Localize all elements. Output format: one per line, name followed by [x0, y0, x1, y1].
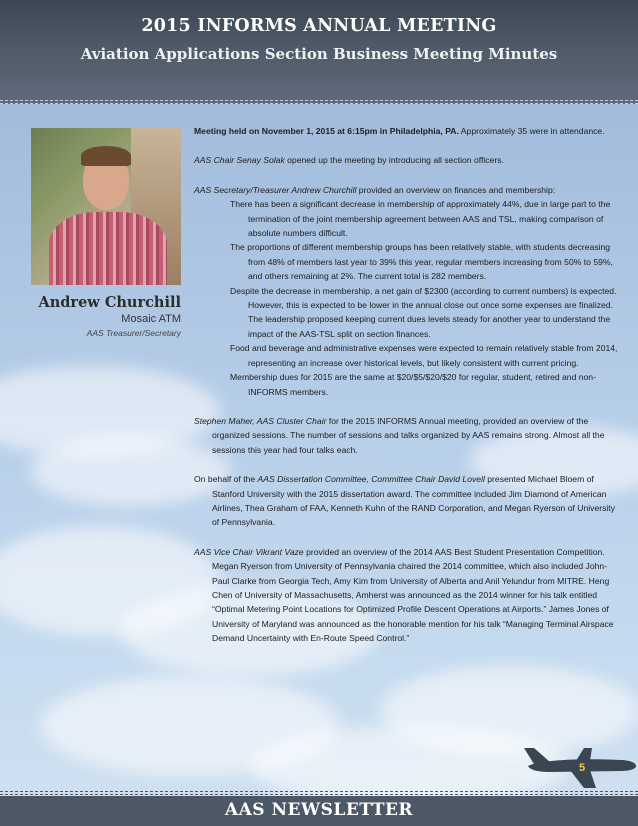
page-header [0, 0, 638, 104]
competition-text: provided an overview of the 2014 AAS Best Student Presentation Competition. Megan Ryerson from University of Pennsylvania chaired the 2014 committee, which also included John-Paul Clarke from Georgia Tech, Amy Kim from University of Alberta and Anil Yelundur from MITRE. Heng Chen of University of Massachusetts, Amherst was announced as the 2014 winner for his talk entitled “Optimal Metering Point Locations for Optimized Profile Descent Operations at Airports.” James Jones of University of Maryland was announced as the honorable mention for his talk “Managing Terminal Airspace Demand Uncertainty with En-Route Speed Control.” [212, 546, 614, 644]
profile-role: AAS Treasurer/Secretary [86, 328, 181, 338]
page-footer [0, 796, 638, 826]
chair-name: AAS Chair Senay Solak [194, 155, 285, 166]
page-number: 5 [574, 760, 590, 776]
dissertation-text: presented Michael Bloem of Stanford University with the 2015 dissertation award. The committee included Jim Diamond of American Airlines, Thea Graham of FAA, Kenneth Kuhn of the RAND Corporation, and Megan Ryerson of University of Pennsylvania. [212, 474, 615, 528]
chair-text: opened up the meeting by introducing all section officers. [284, 155, 504, 166]
header-divider [0, 100, 638, 104]
meeting-info-text: Approximately 35 were in attendance. [458, 126, 605, 136]
paragraph-student-competition [194, 545, 624, 646]
vice-chair-name: AAS Vice Chair Vikrant Vaze [194, 546, 304, 557]
header-subtitle: Aviation Applications Section Business Meeting Minutes [80, 45, 558, 63]
footer-title: AAS NEWSLETTER [224, 800, 414, 820]
finance-item-proportions: The proportions of different membership groups has been relatively stable, with students decreasing from 48% of members last year to 39% this year, regular members increasing from 50% to 59%, and others remaining at 2%. The current total is 282 members. [230, 242, 613, 282]
footer-divider [0, 791, 638, 795]
paragraph-dissertation [194, 472, 624, 530]
finance-item-expenses: Food and beverage and administrative expenses were expected to remain relatively stable from 2014, representing an increase over historical levels, but likely consistent with current pricing. [230, 343, 618, 368]
profile-name: Andrew Churchill [38, 294, 181, 311]
paragraph-chair [194, 153, 624, 167]
dissertation-pre: On behalf of the [194, 474, 258, 485]
finance-item-dues: Membership dues for 2015 are the same at $20/$5/$20/$20 for regular, student, retired and non-INFORMS members. [230, 372, 596, 397]
profile-photo [31, 128, 181, 285]
treasurer-name: AAS Secretary/Treasurer Andrew Churchill [194, 184, 357, 195]
finance-item-net-gain: Despite the decrease in membership, a net gain of $2300 (according to current numbers) is expected. However, this is expected to be lower in the annual close out once some expenses are finalized. The leadership proposed keeping current dues levels steady for another year to understand the impact of the AAS-TSL split on section finances. [230, 285, 617, 339]
header-title: 2015 INFORMS ANNUAL MEETING [141, 16, 497, 36]
minutes-body [194, 124, 624, 661]
meeting-info-bold: Meeting held on November 1, 2015 at 6:15pm in Philadelphia, PA. [194, 126, 459, 136]
finance-item-membership: There has been a significant decrease in membership of approximately 44%, due in large part to the termination of the joint membership agreement between AAS and TSL, making comparison of absolute numbers difficult. [230, 199, 611, 239]
profile-org: Mosaic ATM [121, 313, 181, 325]
cluster-chair-text: for the 2015 INFORMS Annual meeting, provided an overview of the organized sessions. The number of sessions and talks organized by AAS remains strong. Almost all the sessions this year had four talks each. [212, 415, 605, 455]
paragraph-cluster-chair [194, 414, 624, 457]
paragraph-meeting-info [194, 124, 624, 138]
paragraph-treasurer [194, 183, 624, 197]
cluster-chair-name: Stephen Maher, AAS Cluster Chair [194, 415, 327, 426]
dissertation-committee: AAS Dissertation Committee, Committee Chair David Lovell [257, 474, 485, 485]
treasurer-text: provided an overview on finances and membership: [356, 184, 556, 195]
profile-caption [20, 294, 181, 338]
